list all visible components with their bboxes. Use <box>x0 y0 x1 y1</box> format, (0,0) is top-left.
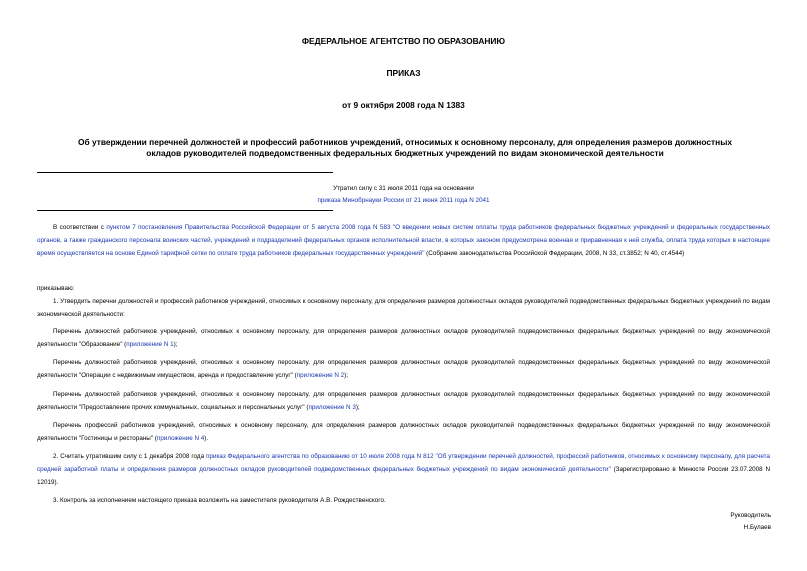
list-item-text: Перечень должностей работников учреждений, относимых к основному персоналу, для определения размеров должностных окладов руководителей подведомственных федеральных бюджетных учреждений по виду экономической деятельности "Предоставление прочих коммунальных, социальных и персональных услуг" ( <box>37 391 770 411</box>
list-item-tail: ); <box>173 341 178 348</box>
preamble-text-2: (Собрание законодательства Российской Федерации, 2008, N 33, ст.3852; N 40, ст.4544) <box>424 250 685 257</box>
preamble-text-1: В соответствии с <box>53 224 107 231</box>
item-2-link[interactable]: приказ Федерального агентства по образованию от 10 июля 2008 года N 812 "Об утверждении перечней должностей, профессий работников, относимых к основному персоналу, для расчета средней заработной платы и определения размеров должностных окладов руководителей подведомственных федеральных бюджетных учреждений по видам экономической деятельности" <box>37 453 770 473</box>
appendix-link-3[interactable]: приложение N 3 <box>308 404 356 411</box>
order-word: приказываю: <box>37 285 75 292</box>
preamble-link[interactable]: пунктом 7 постановления Правительства Российской Федерации от 5 августа 2008 года N 583 "О введении новых систем оплаты труда работников федеральных бюджетных учреждений и федеральных государственных органов, а также гражданского персонала воинских частей, учреждений и подразделений федеральных органов исполнительной власти, в которых законом предусмотрена военная и приравненная к ней служба, оплата труда которых в настоящее время осуществляется на основе Единой тарифной сетки по оплате труда работников федеральных государственных учреждений" <box>37 224 771 257</box>
divider-top <box>37 172 333 173</box>
list-item-tail: ); <box>344 372 348 379</box>
status-note-text: Утратил силу с 31 июля 2011 года на основании <box>333 185 474 192</box>
item-2-text-1: 2. Считать утратившим силу с 1 декабря 2008 года <box>53 453 207 460</box>
item-2 <box>37 450 770 489</box>
list-item <box>37 388 770 414</box>
list-item-tail: ); <box>355 404 360 411</box>
list-item-tail: ). <box>204 435 209 442</box>
signature-name: Н.Булаев <box>743 524 771 531</box>
appendix-link-2[interactable]: приложение N 2 <box>296 372 345 379</box>
appendix-link-1[interactable]: приложение N 1 <box>126 341 174 348</box>
status-note-link[interactable]: приказа Минобрнауки России от 21 июня 2011 года N 2041 <box>317 197 490 204</box>
list-item-text: Перечень должностей работников учреждений, относимых к основному персоналу, для определения размеров должностных окладов руководителей подведомственных федеральных бюджетных учреждений по виду экономической деятельности "Операции с недвижимым имуществом, аренда и предоставление услуг" ( <box>37 359 770 379</box>
doc-type: ПРИКАЗ <box>386 68 421 78</box>
agency-name: ФЕДЕРАЛЬНОЕ АГЕНТСТВО ПО ОБРАЗОВАНИЮ <box>301 36 506 46</box>
preamble-paragraph <box>37 221 770 260</box>
item-2-text-2: (Зарегистрировано в Минюсте России 23.07.2008 N 12019). <box>37 466 770 486</box>
item-1: 1. Утвердить перечни должностей и профессий работников учреждений, относимых к основному персоналу, для определения размеров должностных окладов руководителей подведомственных федеральных бюджетных учреждений по видам экономической деятельности: <box>37 298 770 318</box>
status-note <box>0 183 807 207</box>
divider-bottom <box>37 210 333 211</box>
list-item-text: Перечень профессий работников учреждений, относимых к основному персоналу, для определения размеров должностных окладов руководителей подведомственных федеральных бюджетных учреждений по виду экономической деятельности "Гостиницы и рестораны" ( <box>37 422 770 442</box>
item-3: 3. Контроль за исполнением настоящего приказа возложить на заместителя руководителя А.В. Рождественского. <box>53 497 386 504</box>
list-item <box>37 419 770 445</box>
list-item <box>37 325 770 351</box>
signature-role: Руководитель <box>730 512 771 519</box>
appendix-link-4[interactable]: приложение N 4 <box>156 435 205 442</box>
doc-date-number: от 9 октября 2008 года N 1383 <box>342 100 465 110</box>
list-item-text: Перечень должностей работников учреждений, относимых к основному персоналу, для определения размеров должностных окладов руководителей подведомственных федеральных бюджетных учреждений по виду экономической деятельности "Образование" ( <box>37 328 770 348</box>
list-item <box>37 356 770 382</box>
doc-title: Об утверждении перечней должностей и профессий работников учреждений, относимых к основному персоналу, для определения размеров должностных окладов руководителей подведомственных федеральных бюджетных учреждений по видам экономической деятельности <box>77 137 733 158</box>
